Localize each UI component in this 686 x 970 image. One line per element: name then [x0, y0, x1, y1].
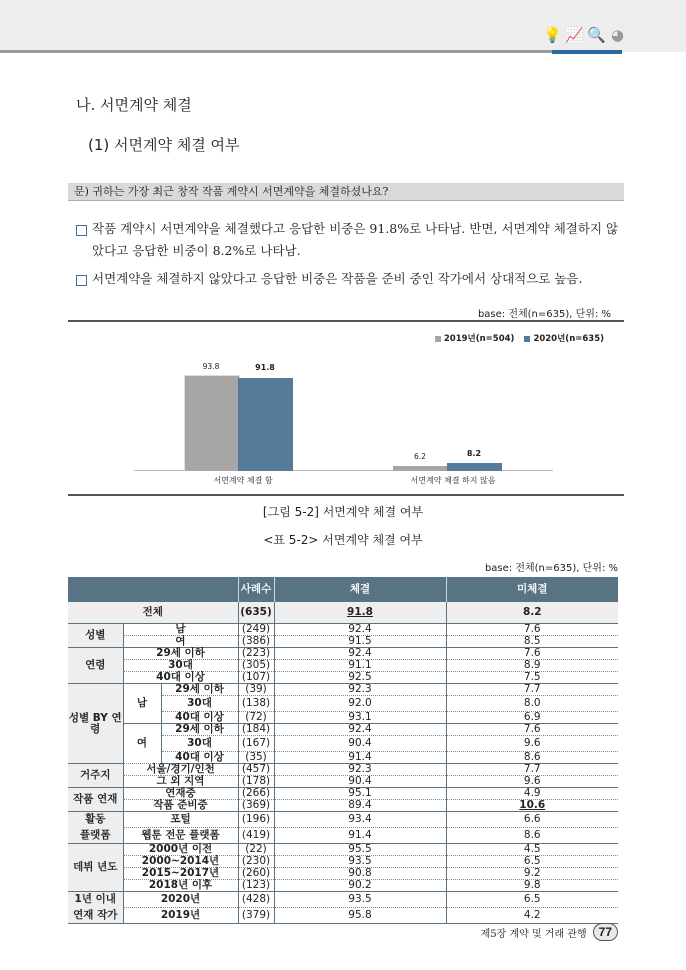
section-title: 나. 서면계약 체결	[76, 96, 192, 114]
table-row: 그 외 지역 (178) 90.4 9.6	[68, 776, 618, 788]
table-row: 성별 BY 연령 남 29세 이하 (39) 92.3 7.7	[68, 684, 618, 696]
header-accent-rule	[552, 50, 622, 54]
table-row: 여 (386) 91.5 8.5	[68, 636, 618, 648]
square-bullet-icon	[76, 275, 87, 286]
header-rule	[0, 50, 552, 53]
bar-value: 6.2	[414, 452, 426, 461]
legend-item-2020: 2020년(n=635)	[524, 332, 604, 344]
table-row: 플랫폼 웹툰 전문 플랫폼 (419) 91.4 8.6	[68, 828, 618, 844]
lightbulb-icon: 💡	[543, 26, 562, 44]
bar-2019-signed	[184, 375, 240, 471]
bar-value: 8.2	[466, 449, 482, 458]
table-row: 거주지 서울/경기/인천 (457) 92.3 7.7	[68, 764, 618, 776]
subsection-title: (1) 서면계약 체결 여부	[88, 136, 240, 154]
category-label: 서면계약 체결 함	[213, 476, 273, 485]
summary-bullets	[76, 218, 624, 296]
table-row: 30대 (138) 92.0 8.0	[68, 696, 618, 712]
table-row: 40대 이상 (107) 92.5 7.5	[68, 672, 618, 684]
table-header-row	[68, 577, 618, 602]
table-row: 연재 작가 2019년 (379) 95.8 4.2	[68, 908, 618, 924]
bullet-item	[76, 268, 624, 290]
chart-x-axis	[134, 362, 553, 471]
table-row: 성별 남 (249) 92.4 7.6	[68, 624, 618, 636]
header-signed: 체결	[274, 577, 446, 602]
table-row: 30대 (167) 90.4 9.6	[68, 736, 618, 752]
growth-chart-icon: 📈	[565, 26, 584, 44]
page-number: 77	[593, 923, 618, 941]
table-row: 2018년 이후 (123) 90.2 9.8	[68, 880, 618, 892]
survey-question: 문) 귀하는 가장 최근 창작 작품 계약시 서면계약을 체결하셨나요?	[68, 183, 624, 201]
bullet-text: 서면계약을 체결하지 않았다고 응답한 비중은 작품을 준비 중인 작가에서 상대적으로 높음.	[92, 271, 583, 286]
bullet-item	[76, 218, 624, 262]
table-row: 연령 29세 이하 (223) 92.4 7.6	[68, 648, 618, 660]
bullet-text: 작품 계약시 서면계약을 체결했다고 응답한 비중은 91.8%로 나타남. 반면, 서면계약 체결하지 않았다고 응답한 비중이 8.2%로 나타남.	[92, 221, 619, 258]
table-row: 30대 (305) 91.1 8.9	[68, 660, 618, 672]
base-note: base: 전체(n=635), 단위: %	[477, 309, 611, 320]
table-row: 40대 이상 (72) 93.1 6.9	[68, 712, 618, 724]
header-unsigned: 미체결	[446, 577, 618, 602]
table-row: 데뷔 년도 2000년 이전 (22) 95.5 4.5	[68, 844, 618, 856]
category-label: 서면계약 체결 하지 않음	[410, 476, 496, 485]
table-row: 40대 이상 (35) 91.4 8.6	[68, 752, 618, 764]
page-footer	[481, 923, 618, 941]
header-count: 사례수	[238, 577, 274, 602]
bar-chart	[68, 320, 624, 496]
table-row: 작품 연재 연재중 (266) 95.1 4.9	[68, 788, 618, 800]
chart-legend	[435, 332, 604, 344]
table-row: 1년 이내 2020년 (428) 93.5 6.5	[68, 892, 618, 908]
chapter-label: 제5장 계약 및 거래 관행	[480, 928, 587, 940]
table-row: 2000~2014년 (230) 93.5 6.5	[68, 856, 618, 868]
figure-caption: [그림 5-2] 서면계약 체결 여부	[262, 505, 424, 519]
bar-2020-unsigned	[447, 463, 502, 471]
bar-value: 91.8	[255, 363, 275, 372]
table-row: 여 29세 이하 (184) 92.4 7.6	[68, 724, 618, 736]
header-icons	[543, 27, 626, 44]
pie-icon: ◕	[610, 26, 625, 44]
bar-2020-signed	[238, 378, 293, 471]
table-base-note: base: 전체(n=635), 단위: %	[484, 563, 618, 574]
bar-2019-unsigned	[393, 466, 447, 471]
header-blank	[68, 577, 238, 602]
table-row: 작품 준비중 (369) 89.4 10.6	[68, 800, 618, 812]
magnifier-check-icon: 🔍	[587, 26, 606, 44]
table-row: 2015~2017년 (260) 90.8 9.2	[68, 868, 618, 880]
table-row-total: 전체 (635) 91.8 8.2	[68, 602, 618, 624]
legend-item-2019: 2019년(n=504)	[435, 332, 515, 344]
table-caption: <표 5-2> 서면계약 체결 여부	[263, 533, 423, 547]
table-row: 활동 포털 (196) 93.4 6.6	[68, 812, 618, 828]
bar-value: 93.8	[202, 362, 220, 371]
results-table	[68, 577, 618, 924]
square-bullet-icon	[76, 225, 87, 236]
